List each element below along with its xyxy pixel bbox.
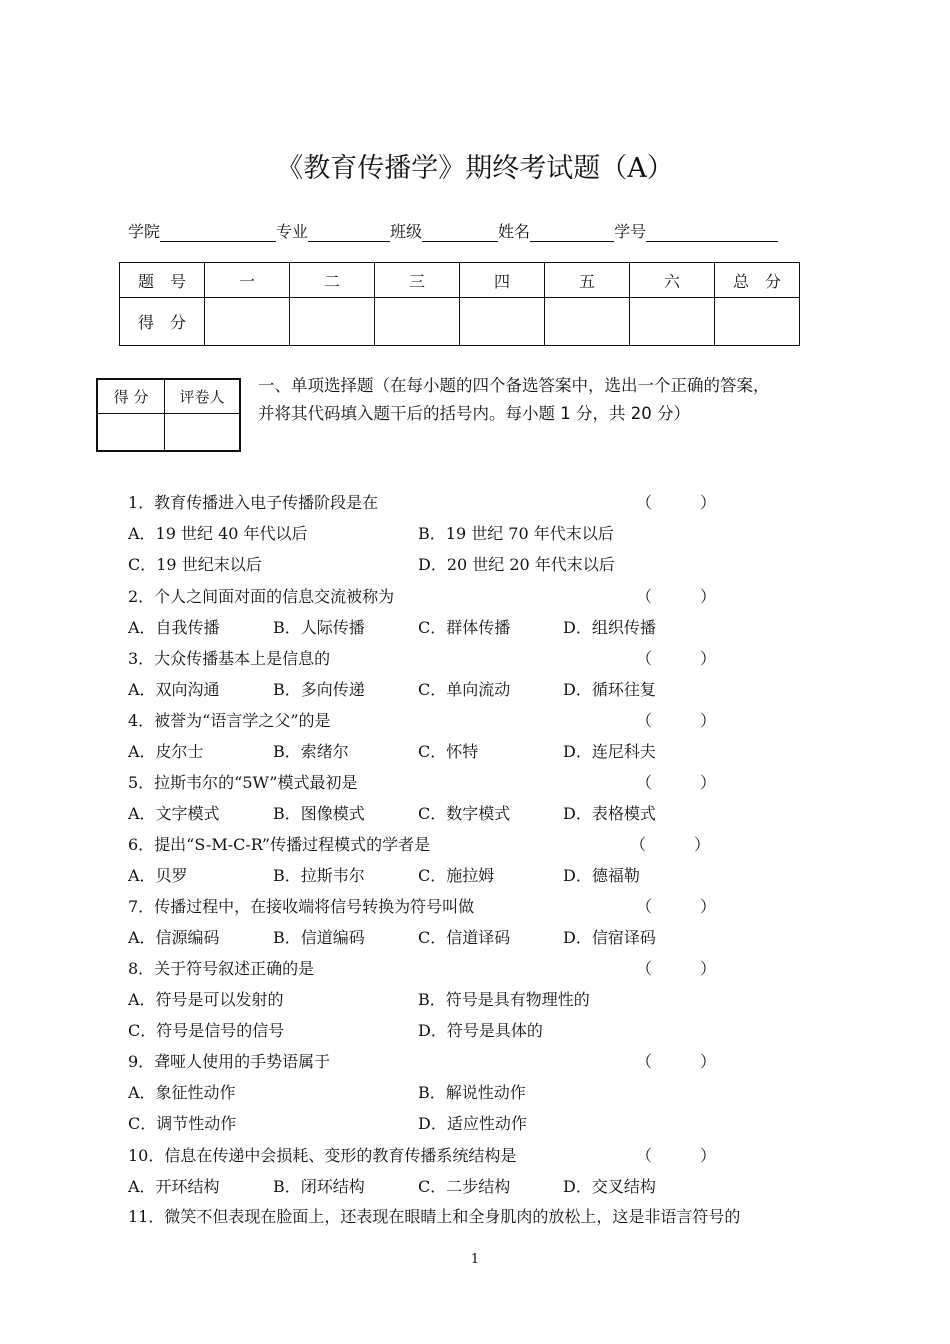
col-3: 三 [375, 263, 460, 298]
question-stem: 5．拉斯韦尔的“5W”模式最初是 [128, 773, 358, 792]
option-b[interactable]: B．多向传递 [273, 680, 365, 699]
option-a[interactable]: A．贝罗 [128, 866, 188, 885]
option-d[interactable]: D．信宿译码 [563, 928, 656, 947]
option-a[interactable]: A．信源编码 [128, 928, 220, 947]
option-a[interactable]: A．皮尔士 [128, 742, 204, 761]
option-b[interactable]: B．闭环结构 [273, 1177, 365, 1196]
grader-score-cell[interactable] [97, 413, 165, 451]
option-c[interactable]: C．单向流动 [418, 680, 511, 699]
score-cell[interactable] [460, 298, 545, 346]
score-cell[interactable] [205, 298, 290, 346]
option-a[interactable]: A．19 世纪 40 年代以后 [128, 524, 308, 543]
section-heading-line-1: 一、单项选择题（在每小题的四个备选答案中，选出一个正确的答案， [258, 376, 770, 395]
option-b[interactable]: B．图像模式 [273, 804, 365, 823]
question-stem: 11．微笑不但表现在脸面上，还表现在眼睛上和全身肌肉的放松上，这是非语言符号的 [128, 1207, 741, 1226]
grader-score-label: 得 分 [97, 379, 165, 413]
option-c[interactable]: C．群体传播 [418, 618, 511, 637]
question-stem: 9．聋哑人使用的手势语属于 [128, 1052, 331, 1071]
grader-box [96, 378, 241, 452]
option-d[interactable]: D．适应性动作 [418, 1114, 527, 1133]
option-b[interactable]: B．符号是具有物理性的 [418, 990, 590, 1009]
score-label-cell: 得 分 [120, 298, 205, 346]
answer-blank[interactable]: （ ） [636, 649, 717, 668]
question-stem: 3．大众传播基本上是信息的 [128, 649, 331, 668]
score-cell[interactable] [630, 298, 715, 346]
name-label: 姓名 [498, 222, 531, 241]
score-cell[interactable] [290, 298, 375, 346]
college-label: 学院 [128, 222, 161, 241]
option-d[interactable]: D．组织传播 [563, 618, 656, 637]
answer-blank[interactable]: （ ） [636, 897, 717, 916]
answer-blank[interactable]: （ ） [630, 835, 711, 854]
answer-blank[interactable]: （ ） [636, 773, 717, 792]
option-d[interactable]: D．连尼科夫 [563, 742, 656, 761]
college-field[interactable] [160, 223, 276, 242]
option-b[interactable]: B．解说性动作 [418, 1083, 526, 1102]
option-d[interactable]: D．表格模式 [563, 804, 656, 823]
col-5: 五 [545, 263, 630, 298]
exam-title: 《教育传播学》期终考试题（A） [276, 153, 674, 184]
question-stem: 2．个人之间面对面的信息交流被称为 [128, 587, 395, 606]
col-6: 六 [630, 263, 715, 298]
option-c[interactable]: C．二步结构 [418, 1177, 511, 1196]
section-heading [258, 372, 858, 428]
option-d[interactable]: D．循环往复 [563, 680, 656, 699]
score-cell[interactable] [545, 298, 630, 346]
question-stem: 7．传播过程中，在接收端将信号转换为符号叫做 [128, 897, 475, 916]
header-label-cell: 题 号 [120, 263, 205, 298]
option-a[interactable]: A．符号是可以发射的 [128, 990, 284, 1009]
option-c[interactable]: C．数字模式 [418, 804, 511, 823]
answer-blank[interactable]: （ ） [636, 959, 717, 978]
option-c[interactable]: C．施拉姆 [418, 866, 495, 885]
option-d[interactable]: D．交叉结构 [563, 1177, 656, 1196]
question-stem: 4．被誉为“语言学之父”的是 [128, 711, 331, 730]
option-d[interactable]: D．德福勒 [563, 866, 640, 885]
question-stem: 10．信息在传递中会损耗、变形的教育传播系统结构是 [128, 1146, 517, 1165]
answer-blank[interactable]: （ ） [636, 493, 717, 512]
class-field[interactable] [422, 223, 498, 242]
option-a[interactable]: A．自我传播 [128, 618, 220, 637]
option-b[interactable]: B．索绪尔 [273, 742, 349, 761]
score-table-header-row [120, 263, 800, 298]
student-info-row [128, 219, 778, 242]
page-number: 1 [470, 1252, 480, 1267]
col-2: 二 [290, 263, 375, 298]
answer-blank[interactable]: （ ） [636, 711, 717, 730]
option-a[interactable]: A．双向沟通 [128, 680, 220, 699]
answer-blank[interactable]: （ ） [636, 1146, 717, 1165]
class-label: 班级 [390, 222, 423, 241]
section-heading-line-2: 并将其代码填入题干后的括号内。每小题 1 分，共 20 分） [258, 404, 690, 423]
option-a[interactable]: A．开环结构 [128, 1177, 220, 1196]
id-label: 学号 [614, 222, 647, 241]
option-d[interactable]: D．符号是具体的 [418, 1021, 543, 1040]
name-field[interactable] [530, 223, 614, 242]
score-table [119, 262, 800, 346]
option-a[interactable]: A．象征性动作 [128, 1083, 236, 1102]
col-total: 总 分 [715, 263, 800, 298]
col-4: 四 [460, 263, 545, 298]
option-b[interactable]: B．拉斯韦尔 [273, 866, 365, 885]
major-label: 专业 [276, 222, 309, 241]
score-cell[interactable] [375, 298, 460, 346]
grader-label: 评卷人 [165, 379, 241, 413]
score-table-score-row [120, 298, 800, 346]
answer-blank[interactable]: （ ） [636, 1052, 717, 1071]
option-a[interactable]: A．文字模式 [128, 804, 220, 823]
option-c[interactable]: C．19 世纪末以后 [128, 555, 262, 574]
option-b[interactable]: B．信道编码 [273, 928, 365, 947]
question-stem: 6．提出“S-M-C-R”传播过程模式的学者是 [128, 835, 431, 854]
major-field[interactable] [308, 223, 390, 242]
id-field[interactable] [646, 223, 778, 242]
option-b[interactable]: B．人际传播 [273, 618, 365, 637]
col-1: 一 [205, 263, 290, 298]
option-d[interactable]: D．20 世纪 20 年代末以后 [418, 555, 615, 574]
option-c[interactable]: C．调节性动作 [128, 1114, 237, 1133]
option-c[interactable]: C．符号是信号的信号 [128, 1021, 285, 1040]
question-stem: 8．关于符号叙述正确的是 [128, 959, 315, 978]
question-stem: 1．教育传播进入电子传播阶段是在 [128, 493, 379, 512]
option-b[interactable]: B．19 世纪 70 年代末以后 [418, 524, 614, 543]
option-c[interactable]: C．信道译码 [418, 928, 511, 947]
score-cell[interactable] [715, 298, 800, 346]
grader-name-cell[interactable] [165, 413, 241, 451]
answer-blank[interactable]: （ ） [636, 587, 717, 606]
option-c[interactable]: C．怀特 [418, 742, 479, 761]
